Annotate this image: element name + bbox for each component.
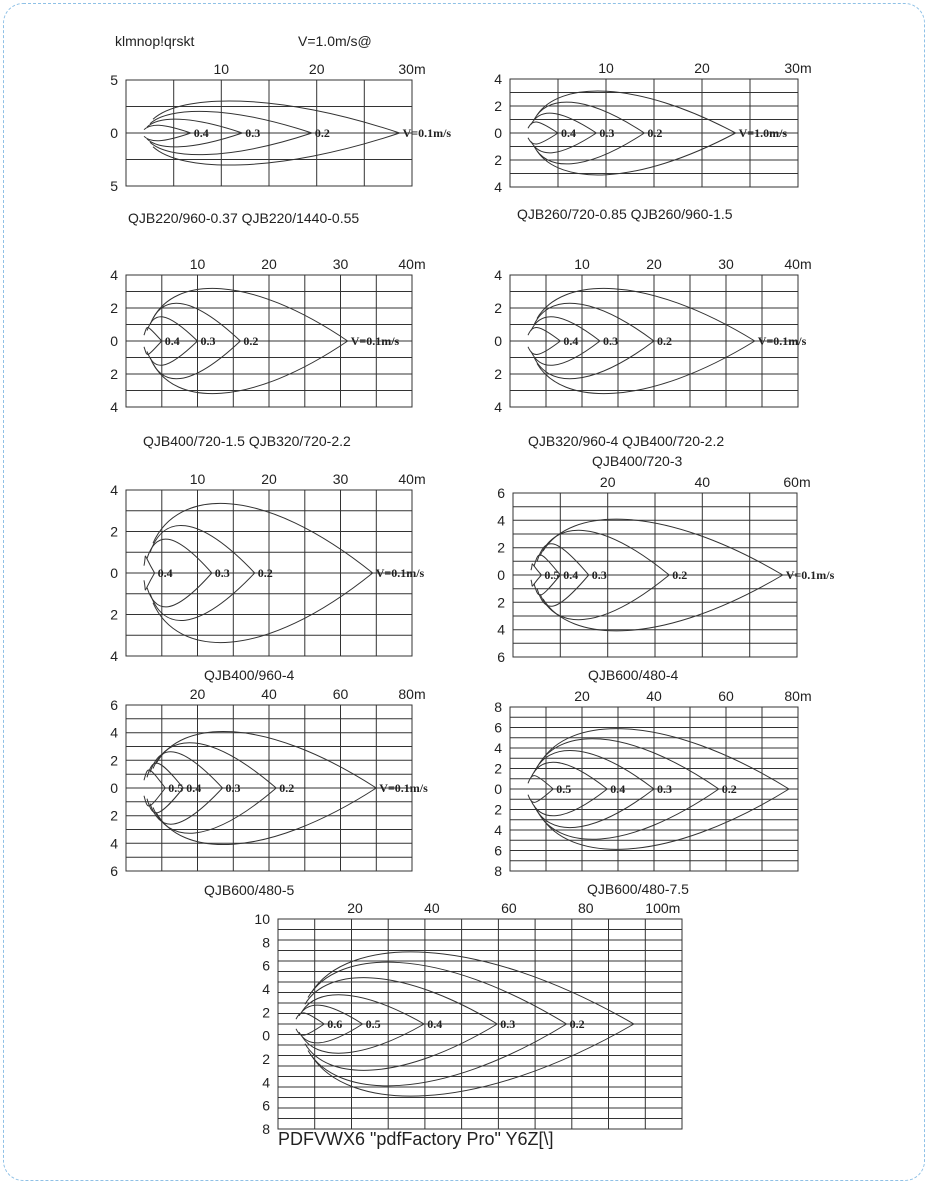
y-tick-label: 5 <box>110 72 118 88</box>
isovelocity-label: 0.3 <box>245 126 261 140</box>
y-tick-label: 0 <box>494 333 502 349</box>
y-tick-label: 0 <box>262 1027 270 1044</box>
y-tick-label: 4 <box>110 482 118 498</box>
y-tick-label: 4 <box>497 621 505 638</box>
x-tick-label: 100m <box>645 900 681 916</box>
isovelocity-label: 0.5 <box>365 1017 381 1031</box>
chart-4-caption-line-1: QJB320/960-4 QJB400/720-2.2 <box>528 433 725 449</box>
y-tick-label: 4 <box>494 822 502 838</box>
y-tick-label: 8 <box>494 699 502 715</box>
isovelocity-label: 0.5 <box>544 568 560 582</box>
isovelocity-label: 0.4 <box>186 781 202 795</box>
y-tick-label: 6 <box>110 697 118 713</box>
y-tick-label: 4 <box>262 1074 270 1091</box>
isovelocity-label: 0.3 <box>591 568 607 582</box>
air-distribution-chart-2 <box>494 60 812 195</box>
air-distribution-chart-6 <box>497 474 835 665</box>
y-tick-label: 2 <box>262 1051 270 1067</box>
y-tick-label: 4 <box>110 724 118 741</box>
y-tick-label: 10 <box>254 911 270 927</box>
x-tick-label: 40 <box>261 686 277 702</box>
y-tick-label: 6 <box>497 485 505 501</box>
y-tick-label: 4 <box>494 179 502 195</box>
x-tick-label: 10 <box>598 60 614 76</box>
isovelocity-label: 0.2 <box>243 334 259 348</box>
isovelocity-label: 0.4 <box>157 566 173 580</box>
y-tick-label: 6 <box>262 1097 270 1114</box>
isovelocity-label: 0.5 <box>556 782 572 796</box>
isovelocity-label: V=0.1m/s <box>757 334 807 348</box>
isovelocity-label: 0.5 <box>168 781 184 795</box>
chart-3-caption: QJB400/720-1.5 QJB320/720-2.2 <box>143 433 351 449</box>
air-distribution-chart-1 <box>110 61 452 194</box>
y-tick-label: 2 <box>110 606 118 623</box>
x-tick-label: 20 <box>694 60 710 76</box>
y-tick-label: 8 <box>262 934 270 951</box>
y-tick-label: 6 <box>110 863 118 879</box>
air-distribution-chart-4 <box>494 256 812 415</box>
y-tick-label: 0 <box>110 125 118 141</box>
y-tick-label: 2 <box>110 523 118 540</box>
x-tick-label: 80m <box>784 688 812 704</box>
isovelocity-label: 0.3 <box>500 1017 516 1031</box>
x-tick-label: 40m <box>784 256 812 272</box>
y-tick-label: 4 <box>110 648 118 664</box>
chart-7-caption: QJB600/480-5 <box>204 882 295 898</box>
isovelocity-label: 0.2 <box>569 1017 585 1031</box>
isovelocity-label: V=0.1m/s <box>379 781 428 795</box>
y-tick-label: 2 <box>494 366 502 382</box>
air-distribution-chart-9 <box>254 900 682 1137</box>
x-tick-label: 30 <box>332 256 349 272</box>
isovelocity-label: 0.4 <box>164 334 180 348</box>
y-tick-label: 0 <box>497 567 505 583</box>
x-tick-label: 60 <box>332 686 349 702</box>
y-tick-label: 6 <box>494 842 502 859</box>
isovelocity-label: 0.4 <box>563 334 579 348</box>
isovelocity-label: 0.2 <box>657 334 672 348</box>
x-tick-label: 30 <box>718 256 734 272</box>
header-velocity-text: V=1.0m/s@ <box>298 33 372 49</box>
air-distribution-chart-7 <box>110 686 428 879</box>
x-tick-label: 10 <box>189 256 206 272</box>
y-tick-label: 2 <box>110 366 118 382</box>
isovelocity-label: 0.2 <box>257 566 273 580</box>
x-tick-label: 30m <box>398 61 426 77</box>
x-tick-label: 40 <box>424 900 440 916</box>
y-tick-label: 4 <box>497 512 505 529</box>
y-tick-label: 2 <box>494 801 502 818</box>
y-tick-label: 2 <box>497 539 505 556</box>
y-tick-label: 4 <box>494 399 502 415</box>
x-tick-label: 30m <box>784 60 812 76</box>
x-tick-label: 10 <box>189 471 206 487</box>
x-tick-label: 20 <box>574 688 590 704</box>
x-tick-label: 60 <box>718 688 734 704</box>
x-tick-label: 10 <box>213 61 230 77</box>
x-tick-label: 10 <box>574 256 590 272</box>
isovelocity-label: 0.2 <box>672 568 688 582</box>
y-tick-label: 0 <box>110 565 118 581</box>
chart-2-caption: QJB260/720-0.85 QJB260/960-1.5 <box>517 206 733 222</box>
isovelocity-label: 0.4 <box>610 782 626 796</box>
y-tick-label: 4 <box>494 267 502 283</box>
y-tick-label: 4 <box>110 267 118 283</box>
y-tick-label: 2 <box>494 760 502 777</box>
isovelocity-label: 0.3 <box>657 782 672 796</box>
x-tick-label: 20 <box>308 61 325 77</box>
air-distribution-chart-5 <box>110 471 426 664</box>
y-tick-label: 4 <box>110 399 118 415</box>
isovelocity-label: 0.4 <box>563 568 579 582</box>
air-distribution-chart-3 <box>110 256 426 415</box>
y-tick-label: 2 <box>110 300 118 316</box>
y-tick-label: 0 <box>494 781 502 797</box>
y-tick-label: 2 <box>110 807 118 824</box>
x-tick-label: 60 <box>501 900 517 916</box>
chart-grid <box>126 80 412 186</box>
y-tick-label: 0 <box>110 333 118 349</box>
y-tick-label: 6 <box>262 957 270 974</box>
y-tick-label: 2 <box>494 98 502 114</box>
isovelocity-label: V=0.1m/s <box>375 566 425 580</box>
isovelocity-label: 0.3 <box>603 334 618 348</box>
x-tick-label: 20 <box>189 686 206 702</box>
isovelocity-label: V=0.1m/s <box>785 568 835 582</box>
x-tick-label: 40m <box>398 471 426 487</box>
y-tick-label: 4 <box>262 981 270 997</box>
isovelocity-label: 0.4 <box>193 126 209 140</box>
x-tick-label: 20 <box>347 900 363 916</box>
y-tick-label: 0 <box>494 125 502 141</box>
x-tick-label: 40 <box>694 474 711 490</box>
x-tick-label: 80 <box>578 900 594 916</box>
y-tick-label: 8 <box>262 1121 270 1137</box>
isovelocity-label: 0.2 <box>721 782 737 796</box>
y-tick-label: 2 <box>110 752 118 769</box>
x-tick-label: 20 <box>599 474 616 490</box>
x-tick-label: 40m <box>398 256 426 272</box>
y-tick-label: 0 <box>110 780 118 796</box>
chart-4-caption-line-2: QJB400/720-3 <box>592 453 683 469</box>
header-left-text: klmnop!qrskt <box>115 33 195 49</box>
isovelocity-label: 0.3 <box>599 126 615 140</box>
isovelocity-label: V=0.1m/s <box>350 334 400 348</box>
air-distribution-chart-8 <box>494 688 812 879</box>
pdf-footer-text: PDFVWX6 "pdfFactory Pro" Y6Z[\] <box>278 1129 554 1149</box>
x-tick-label: 40 <box>646 688 662 704</box>
isovelocity-label: 0.2 <box>647 126 663 140</box>
x-tick-label: 80m <box>398 686 426 702</box>
isovelocity-label: 0.2 <box>279 781 295 795</box>
y-tick-label: 4 <box>494 71 502 87</box>
isovelocity-label: V=1.0m/s <box>738 126 788 140</box>
isovelocity-label: 0.3 <box>200 334 216 348</box>
chart-6-caption: QJB600/480-4 <box>588 667 679 683</box>
y-tick-label: 4 <box>494 740 502 756</box>
isovelocity-label: 0.3 <box>225 781 241 795</box>
y-tick-label: 2 <box>497 594 505 611</box>
isovelocity-label: 0.3 <box>214 566 230 580</box>
y-tick-label: 5 <box>110 178 118 194</box>
y-tick-label: 8 <box>494 863 502 879</box>
isovelocity-label: 0.6 <box>327 1017 343 1031</box>
isovelocity-label: 0.4 <box>561 126 576 140</box>
x-tick-label: 30 <box>332 471 349 487</box>
chart-1-caption: QJB220/960-0.37 QJB220/1440-0.55 <box>128 210 360 226</box>
y-tick-label: 2 <box>494 152 502 168</box>
y-tick-label: 2 <box>262 1004 270 1021</box>
x-tick-label: 60m <box>783 474 811 490</box>
y-tick-label: 6 <box>494 719 502 736</box>
y-tick-label: 6 <box>497 649 505 665</box>
isovelocity-label: 0.2 <box>314 126 330 140</box>
y-tick-label: 4 <box>110 835 118 852</box>
chart-5-caption: QJB400/960-4 <box>204 667 295 683</box>
chart-8-caption: QJB600/480-7.5 <box>587 881 689 897</box>
isovelocity-label: V=0.1m/s <box>402 126 452 140</box>
isovelocity-label: 0.4 <box>427 1017 443 1031</box>
x-tick-label: 20 <box>261 471 277 487</box>
y-tick-label: 2 <box>494 300 502 316</box>
x-tick-label: 20 <box>646 256 662 272</box>
x-tick-label: 20 <box>261 256 277 272</box>
